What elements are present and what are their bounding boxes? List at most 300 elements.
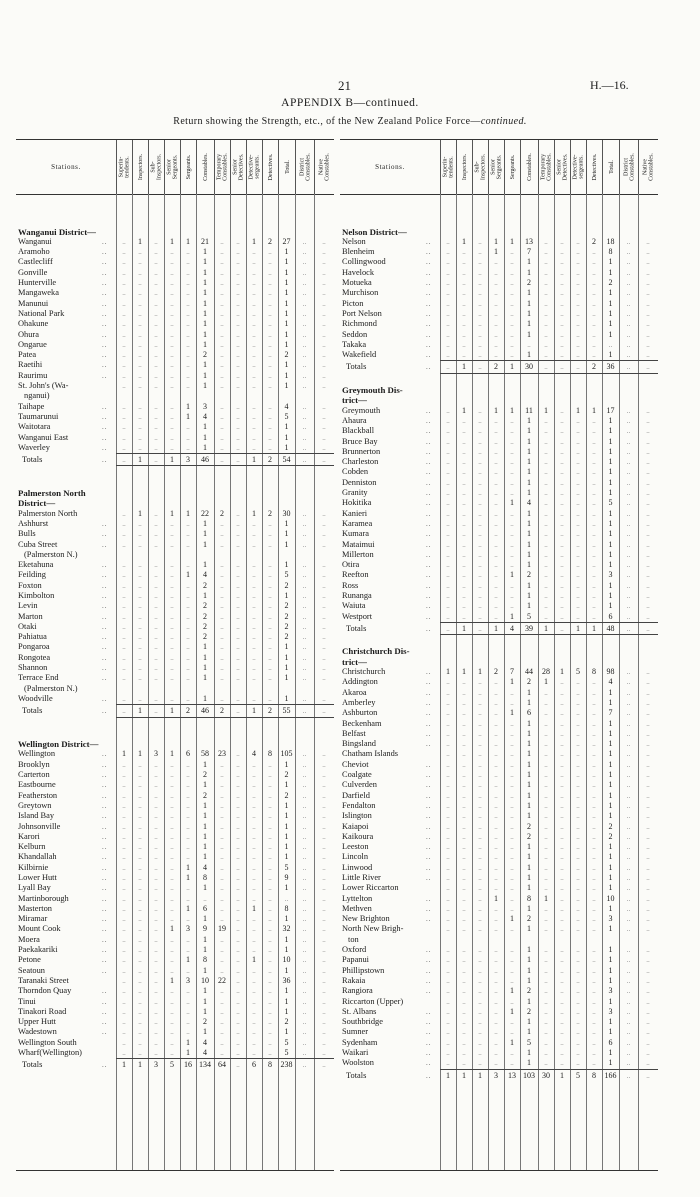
value-cell: .. [560,884,564,893]
value-cell: .. [138,904,142,913]
column-heading [314,140,335,194]
dot-leader: .. [102,591,108,600]
value-cell: .. [236,925,240,934]
value-cell: .. [252,361,256,370]
value-cell: .. [170,519,174,528]
value-cell: .. [510,863,514,872]
value-cell: .. [268,571,272,580]
dot-leader: .. [102,822,108,831]
value-cell: .. [322,956,326,965]
value-cell: .. [322,987,326,996]
value-cell: .. [322,997,326,1006]
value-cell: .. [544,1018,548,1027]
value-cell: .. [186,279,190,288]
value-cell: .. [154,340,158,349]
value-cell: .. [138,581,142,590]
value-cell: 1 [203,663,207,673]
value-cell: .. [576,894,580,903]
dot-leader: .. [102,653,108,662]
value-cell: .. [576,781,580,790]
value-cell: 1 [203,934,207,944]
station-row [16,653,334,663]
district-heading [16,498,334,508]
value-cell: .. [138,371,142,380]
value-cell: 2 [608,831,613,841]
column-heading-label: Sub- Inspectors. [150,153,163,181]
value-cell: .. [446,781,450,790]
dot-leader: .. [102,351,108,360]
value-cell: 2 [203,611,207,621]
value-cell: 8 [268,749,272,759]
value-cell: 1 [284,986,289,996]
value-cell: .. [122,707,126,716]
value-cell: .. [592,750,596,759]
value-cell: 1 [592,623,596,633]
value-cell: .. [646,946,650,955]
value-cell: .. [626,729,631,738]
value-cell: 4 [203,1037,207,1047]
value-cell: 1 [203,590,207,600]
station-row [16,842,334,852]
value-cell: .. [154,674,158,683]
station-name: Richmond [342,319,377,329]
value-cell: .. [592,801,596,810]
value-cell: .. [236,602,240,611]
value-cell: .. [154,966,158,975]
value-cell: .. [626,258,631,267]
station-name: Lyttelton [342,893,373,903]
value-cell: 5 [284,1048,289,1058]
station-name: ton [348,934,359,944]
value-cell: .. [478,363,482,372]
value-cell: 2 [608,278,613,288]
dot-leader: .. [102,299,108,308]
value-cell: .. [236,853,240,862]
value-cell: .. [592,946,596,955]
left-return-table [16,139,334,1171]
value-cell: 2 [203,1017,207,1027]
value-cell: .. [170,760,174,769]
value-cell: 1 [462,623,466,633]
value-cell: .. [170,874,174,882]
station-name: Takaka [342,339,367,349]
value-cell: 1 [527,350,531,360]
value-cell: 1 [203,288,207,298]
value-cell: .. [220,1018,224,1027]
totals-row [16,706,334,716]
value-cell: .. [220,340,224,349]
value-cell: .. [646,489,650,498]
column-heading [148,140,165,194]
value-cell: .. [203,894,207,903]
value-cell: .. [462,268,466,277]
value-cell: .. [268,791,272,800]
value-cell: 1 [203,996,207,1006]
station-row [340,550,658,560]
value-cell: .. [446,509,450,518]
value-cell: .. [646,678,650,687]
station-name: Carterton [18,770,50,780]
value-cell: .. [510,320,514,329]
value-cell: 17 [606,405,615,415]
value-cell: .. [170,412,174,421]
value-cell: .. [186,801,190,810]
value-cell: 1 [284,673,289,683]
value-cell: .. [478,884,482,893]
value-cell: .. [220,791,224,800]
value-cell: .. [268,351,272,360]
station-row [16,935,334,945]
value-cell: .. [154,612,158,621]
value-cell: .. [494,1059,498,1068]
value-cell: .. [138,412,142,421]
station-name: Brooklyn [18,759,50,769]
column-heading [278,140,296,194]
value-cell: .. [170,289,174,298]
value-cell: .. [446,258,450,267]
value-cell: 1 [203,642,207,652]
value-cell: 1 [284,267,289,277]
value-cell: .. [186,966,190,975]
value-cell: .. [446,976,450,985]
value-cell: .. [302,320,307,329]
column-heading-label: Superin- tendents. [118,156,131,178]
value-cell: .. [544,1038,548,1047]
value-cell: .. [510,904,514,913]
value-cell: .. [510,248,514,257]
value-cell: .. [646,698,650,707]
value-cell: .. [252,622,256,631]
value-cell: .. [302,268,307,277]
dot-leader: .. [102,1028,108,1037]
value-cell: 27 [282,236,291,246]
station-name: Culverden [342,780,377,790]
value-cell: 1 [203,560,207,570]
value-cell: 2 [203,580,207,590]
value-cell: .. [576,309,580,318]
value-cell: .. [322,330,326,339]
station-row [16,330,334,340]
value-cell: 1 [284,529,289,539]
value-cell: .. [462,853,466,862]
value-cell: .. [122,571,126,580]
value-cell: .. [626,915,631,924]
value-cell: .. [302,361,307,370]
value-cell: .. [478,519,482,528]
value-cell: 8 [284,903,289,913]
value-cell: .. [494,489,498,498]
dot-leader: .. [426,822,432,831]
value-cell: .. [186,622,190,631]
station-name: Oxford [342,945,367,955]
value-cell: .. [446,340,450,349]
value-cell: .. [462,612,466,621]
value-cell: .. [220,1028,224,1037]
value-cell: .. [510,427,514,436]
value-cell: 21 [201,236,209,246]
value-cell: .. [626,279,631,288]
value-cell: 1 [608,477,613,487]
value-cell: .. [494,719,498,728]
station-name: Greymouth [342,405,381,415]
station-name: Eastbourne [18,780,56,790]
station-name: Palmerston North [18,508,78,518]
value-cell: .. [560,719,564,728]
value-cell: .. [646,894,650,903]
value-cell: .. [302,509,307,518]
value-cell: .. [592,602,596,611]
value-cell: .. [544,1007,548,1016]
district-heading [16,227,334,237]
value-cell: .. [322,633,326,642]
value-cell: 1 [608,467,613,477]
dot-leader: .. [102,946,108,955]
value-cell: .. [646,729,650,738]
value-cell: .. [236,781,240,790]
value-cell: .. [510,458,514,467]
value-cell: 1 [122,1060,126,1070]
value-cell: 1 [203,319,207,329]
value-cell: .. [576,1059,580,1068]
value-cell: .. [560,258,564,267]
station-name: Khandallah [18,852,57,862]
value-cell: .. [494,1028,498,1037]
station-row [340,288,658,298]
value-cell: .. [576,489,580,498]
value-cell: .. [560,530,564,539]
value-cell: .. [268,832,272,841]
value-cell: .. [220,561,224,570]
total-rule [116,465,334,466]
value-cell: .. [576,351,580,360]
value-cell: .. [560,602,564,611]
value-cell: .. [236,279,240,288]
value-cell: .. [236,801,240,810]
value-cell: .. [544,771,548,780]
value-cell: .. [478,561,482,570]
value-cell: .. [138,771,142,780]
value-cell: 1 [544,893,548,903]
value-cell: .. [122,760,126,769]
station-row [340,1048,658,1058]
station-name: Seddon [342,329,368,339]
station-name: Charleston [342,457,379,467]
value-cell: .. [446,571,450,580]
value-cell: .. [478,530,482,539]
station-name: Coalgate [342,770,372,780]
value-cell: .. [220,351,224,360]
value-cell: 1 [510,498,514,508]
value-cell: .. [646,1018,650,1027]
value-cell: .. [446,447,450,456]
value-cell: .. [626,237,631,246]
column-heading [520,140,539,194]
value-cell: .. [462,1038,466,1047]
value-cell: .. [220,1007,224,1016]
dot-leader: .. [102,361,108,370]
value-cell: .. [446,698,450,707]
station-row [340,467,658,477]
value-cell: .. [322,423,326,432]
value-cell: 10 [282,955,291,965]
value-cell: .. [302,1018,307,1027]
value-cell: 2 [284,350,289,360]
value-cell: .. [154,822,158,831]
value-cell: 1 [510,236,514,246]
value-cell: .. [560,591,564,600]
value-cell: .. [252,664,256,673]
value-cell: 1 [608,580,613,590]
value-cell: .. [462,458,466,467]
value-cell: .. [122,371,126,380]
value-cell: .. [646,363,650,372]
value-cell: .. [252,760,256,769]
value-cell: 1 [203,278,207,288]
dot-leader: .. [102,258,108,267]
value-cell: .. [170,653,174,662]
value-cell: .. [170,643,174,652]
value-cell: .. [510,760,514,769]
station-name: Hunterville [18,278,57,288]
value-cell: 1 [608,945,613,955]
station-row [16,811,334,821]
value-cell: .. [478,612,482,621]
value-cell: .. [544,729,548,738]
value-cell: .. [462,709,466,718]
value-cell: .. [494,750,498,759]
station-row [16,1007,334,1017]
value-cell: .. [252,433,256,442]
value-cell: 18 [606,236,615,246]
station-name: Rongotea [18,652,51,662]
value-cell: 1 [186,570,190,580]
spacer-row [16,206,334,216]
value-cell: .. [154,361,158,370]
value-cell: .. [576,997,580,1006]
value-cell: .. [494,740,498,749]
value-cell: 1 [608,862,613,872]
value-cell: .. [494,915,498,924]
value-cell: 1 [510,708,514,718]
value-cell: 1 [608,350,613,360]
value-cell: 8 [592,667,596,677]
appendix-title: APPENDIX B—continued. [281,97,419,109]
value-cell: .. [268,581,272,590]
value-cell: .. [268,330,272,339]
value-cell: .. [122,771,126,780]
value-cell: .. [122,581,126,590]
value-cell: .. [560,781,564,790]
dot-leader: .. [426,458,432,467]
value-cell: 1 [203,360,207,370]
value-cell: 1 [284,381,289,391]
value-cell: .. [170,279,174,288]
column-heading [180,140,197,194]
value-cell: .. [646,1028,650,1037]
dot-leader: .. [426,258,432,267]
value-cell: .. [494,997,498,1006]
value-cell: .. [154,853,158,862]
value-cell: .. [626,1028,631,1037]
value-cell: 3 [154,749,158,759]
value-cell: 1 [494,247,498,257]
stations-heading: Stations. [375,163,405,171]
value-cell: .. [462,289,466,298]
value-cell: .. [302,309,307,318]
value-cell: .. [268,443,272,452]
value-cell: .. [220,361,224,370]
value-cell: .. [446,904,450,913]
value-cell: .. [220,382,224,391]
value-cell: .. [560,499,564,508]
value-cell: .. [478,791,482,800]
value-cell: .. [122,853,126,862]
value-cell: .. [236,760,240,769]
value-cell: .. [322,674,326,683]
station-name-continued [16,391,334,401]
value-cell: .. [138,612,142,621]
station-row [340,340,658,350]
value-cell: .. [122,361,126,370]
station-row [16,570,334,580]
value-cell: .. [220,822,224,831]
value-cell: .. [544,812,548,821]
value-cell: .. [646,1007,650,1016]
value-cell: .. [236,330,240,339]
value-cell: .. [268,279,272,288]
station-name: Hokitika [342,498,372,508]
value-cell: .. [478,709,482,718]
value-cell: .. [560,289,564,298]
value-cell: .. [544,987,548,996]
value-cell: .. [592,351,596,360]
value-cell: .. [138,987,142,996]
value-cell: .. [544,740,548,749]
value-cell: .. [268,946,272,955]
value-cell: 8 [203,955,207,965]
value-cell: .. [252,946,256,955]
station-name: Ohura [18,329,39,339]
value-cell: .. [626,884,631,893]
value-cell: 1 [608,549,613,559]
value-cell: .. [576,987,580,996]
station-name: Taihape [18,401,45,411]
value-cell: .. [220,612,224,621]
value-cell: 3 [186,455,190,465]
value-cell: 5 [284,1037,289,1047]
dot-leader: .. [426,1071,432,1080]
value-cell: .. [322,771,326,780]
value-cell: .. [170,540,174,549]
value-cell: .. [446,884,450,893]
value-cell: .. [220,456,224,465]
value-cell: .. [268,843,272,852]
value-cell: .. [626,550,631,559]
value-cell: .. [236,1038,240,1047]
value-cell: 1 [608,518,613,528]
value-cell: .. [446,1038,450,1047]
value-cell: .. [122,561,126,570]
value-cell: .. [236,581,240,590]
value-cell: .. [626,904,631,913]
station-row [16,340,334,350]
value-cell: .. [122,935,126,944]
value-cell: .. [236,904,240,913]
station-name: Petone [18,955,41,965]
value-cell: .. [122,791,126,800]
station-row [340,247,658,257]
value-cell: .. [462,258,466,267]
